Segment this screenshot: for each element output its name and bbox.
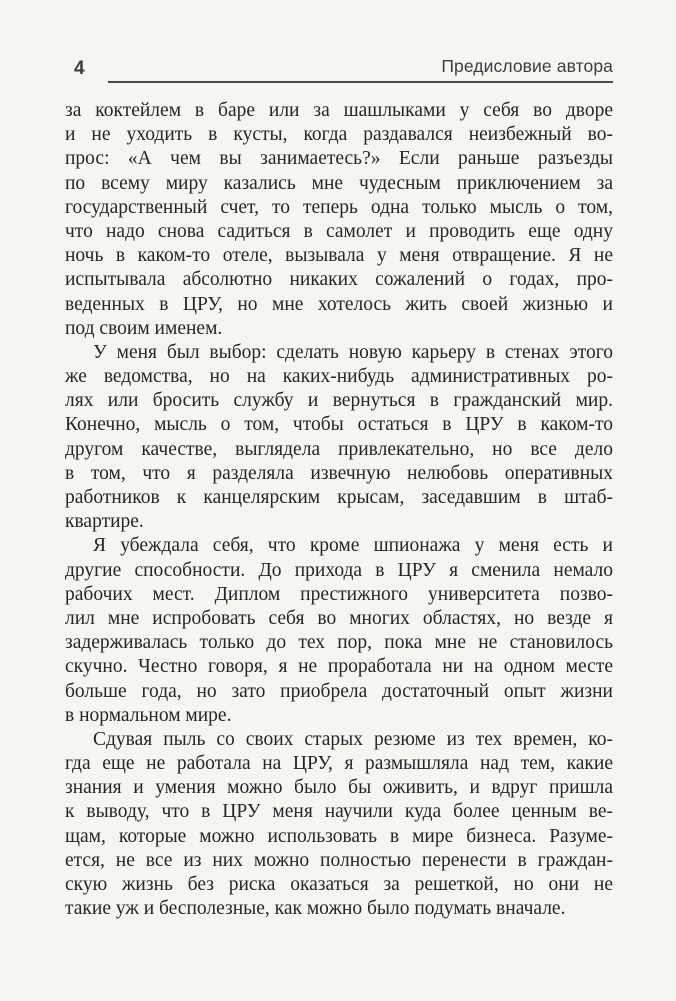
text-line: лил мне испробовать себя во многих областях, но везде я bbox=[65, 607, 613, 629]
text-line: больше года, но зато приобрела достаточный опыт жизни bbox=[65, 680, 613, 702]
text-line: к выводу, что в ЦРУ меня научили куда более ценным ве- bbox=[65, 801, 613, 823]
text-line: другом качестве, выглядела привлекательно, но все дело bbox=[65, 438, 613, 460]
text-line: Я убеждала себя, что кроме шпионажа у меня есть и bbox=[93, 535, 613, 557]
text-line: рабочих мест. Диплом престижного университета позво- bbox=[65, 583, 613, 605]
paragraph bbox=[65, 534, 613, 728]
text-line: по всему миру казались мне чудесным приключением за bbox=[65, 172, 613, 194]
text-line: в нормальном мире. bbox=[65, 704, 232, 726]
text-line: такие уж и бесполезные, как можно было подумать вначале. bbox=[65, 898, 566, 920]
text-line: гда еще не работала на ЦРУ, я размышляла над тем, какие bbox=[65, 753, 613, 775]
text-line: под своим именем. bbox=[65, 317, 223, 339]
text-line: прос: «А чем вы занимаетесь?» Если раньше разъезды bbox=[65, 148, 613, 170]
text-line: и не уходить в кусты, когда раздавался неизбежный во- bbox=[65, 124, 613, 146]
paragraph bbox=[65, 728, 613, 922]
text-line: за коктейлем в баре или за шашлыками у себя во дворе bbox=[65, 100, 613, 121]
text-line: ется, не все из них можно полностью перенести в граждан- bbox=[65, 849, 613, 871]
running-title: Предисловие автора bbox=[441, 56, 613, 76]
header-rule bbox=[108, 58, 613, 83]
text-line: Сдувая пыль со своих старых резюме из тех времен, ко- bbox=[93, 728, 613, 750]
text-line: в том, что я разделяла извечную нелюбовь оперативных bbox=[65, 462, 613, 484]
text-line: ночь в каком-то отеле, вызывала у меня отвращение. Я не bbox=[65, 245, 613, 267]
page-number: 4 bbox=[74, 58, 86, 79]
text-line: другие способности. До прихода в ЦРУ я сменила немало bbox=[65, 559, 613, 581]
text-line: скучно. Честно говоря, я не проработала ни на одном месте bbox=[65, 656, 613, 678]
text-line: задерживалась только до тех пор, пока мне не становилось bbox=[65, 632, 613, 654]
text-line: скую жизнь без риска оказаться за решеткой, но они не bbox=[65, 874, 613, 895]
text-line: лях или бросить службу и вернуться в гражданский мир. bbox=[65, 390, 613, 412]
text-line: испытывала абсолютно никаких сожалений о годах, про- bbox=[65, 269, 613, 291]
paragraph bbox=[65, 341, 613, 535]
text-line: же ведомства, но на каких-нибудь административных ро- bbox=[65, 366, 613, 388]
text-line: работников к канцелярским крысам, заседавшим в штаб- bbox=[65, 487, 613, 508]
text-line: государственный счет, то теперь одна только мысль о том, bbox=[65, 196, 613, 218]
text-line: щам, которые можно использовать в мире бизнеса. Разуме- bbox=[65, 825, 613, 847]
text-line: квартире. bbox=[65, 511, 144, 533]
text-line: Конечно, мысль о том, чтобы остаться в ЦРУ в каком-то bbox=[65, 414, 613, 436]
page-header bbox=[65, 55, 613, 83]
paragraph bbox=[65, 99, 613, 341]
text-line: знания и умения можно было бы оживить, и вдруг пришла bbox=[65, 777, 613, 799]
text-line: У меня был выбор: сделать новую карьеру в стенах этого bbox=[93, 341, 613, 363]
text-line: веденных в ЦРУ, но мне хотелось жить своей жизнью и bbox=[65, 293, 613, 315]
page-body bbox=[65, 99, 613, 921]
text-line: что надо снова садиться в самолет и проводить еще одну bbox=[65, 220, 613, 242]
